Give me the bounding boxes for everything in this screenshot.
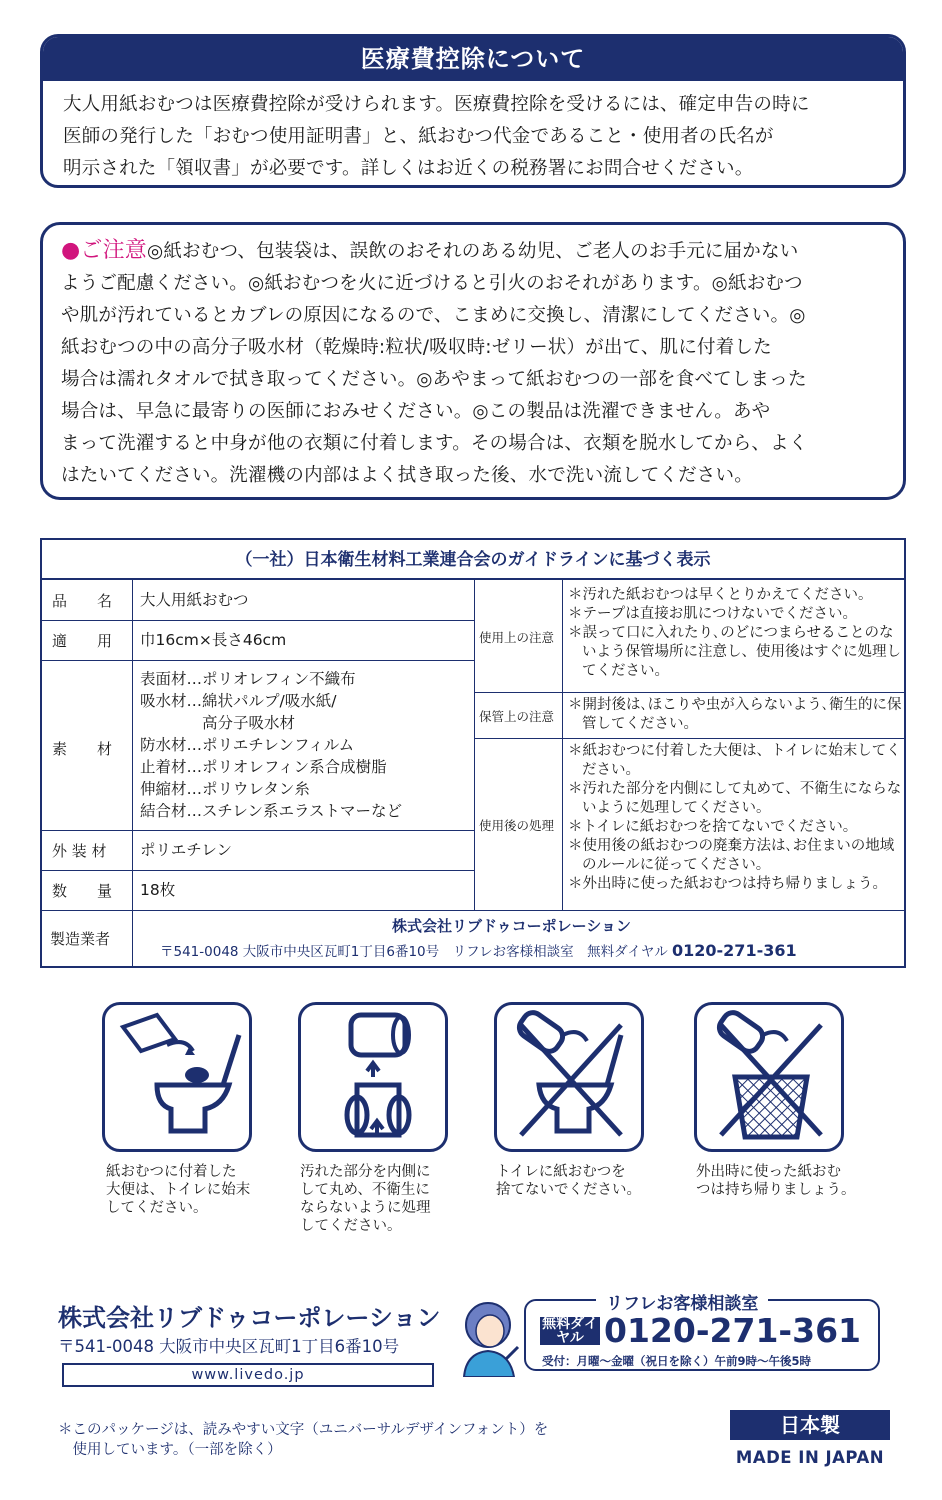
material-item: 吸水材…綿状パルプ/吸水紙/ [140, 692, 337, 710]
caution-line: や肌が汚れているとカブレの原因になるので、こまめに交換し、清潔にしてください。◎ [61, 305, 806, 326]
storage-notes [568, 696, 902, 734]
customer-service-panel [446, 1289, 882, 1377]
caption-line: 外出時に使った紙おむ [696, 1164, 841, 1180]
material-label: 素 材 [52, 740, 113, 758]
caption-line: 紙おむつに付着した [106, 1164, 237, 1180]
storage-label: 保管上の注意 [479, 709, 555, 724]
product-value: 大人用紙おむつ [140, 591, 249, 609]
disposal-label: 使用後の処理 [479, 818, 555, 833]
roll-up-diaper-icon [298, 1002, 448, 1152]
product-label: 品 名 [52, 592, 113, 610]
maker-company: 株式会社リブドゥコーポレーション [392, 917, 632, 935]
caution-line: 場合は、早急に最寄りの医師におみせください。◎この製品は洗濯できません。あや [61, 401, 771, 422]
icon-caption [106, 1163, 250, 1217]
material-item: 防水材…ポリエチレンフィルム [140, 736, 355, 754]
medical-deduction-text [43, 81, 903, 185]
guideline-table [40, 538, 906, 968]
use-note: ＊汚れた紙おむつは早くとりかえてください。 [568, 587, 873, 603]
material-item: 表面材…ポリオレフィン不織布 [140, 670, 356, 688]
icon-caption [300, 1163, 431, 1235]
website-link[interactable]: www.livedo.jp [62, 1363, 434, 1387]
caption-line: してください。 [106, 1200, 208, 1216]
caution-line: 場合は濡れタオルで拭き取ってください。◎あやまって紙おむつの一部を食べてしまった [61, 369, 807, 390]
qty-value: 18枚 [140, 881, 176, 899]
operator-avatar-icon [452, 1289, 524, 1377]
stool-into-toilet-icon [102, 1002, 252, 1152]
qty-label: 数 量 [52, 882, 113, 900]
disposal-note: ＊紙おむつに付着した大便は、トイレに始末してください。 [568, 743, 901, 778]
icon-caption [496, 1163, 641, 1199]
company-name: 株式会社リブドゥコーポレーション [58, 1304, 441, 1332]
caption-line: 捨てないでください。 [496, 1182, 641, 1198]
caution-box [40, 222, 906, 500]
use-label: 使用上の注意 [479, 630, 555, 645]
maker-address [160, 940, 797, 960]
maker-tel: 0120-271-361 [672, 941, 797, 960]
no-diaper-in-public-bin-icon [694, 1002, 844, 1152]
outer-value: ポリエチレン [140, 841, 232, 859]
caution-line: ようご配慮ください。◎紙おむつを火に近づけると引火のおそれがあります。◎紙おむつ [61, 273, 803, 294]
disposal-note: ＊トイレに紙おむつを捨てないでください。 [568, 819, 858, 835]
disposal-note: ＊外出時に使った紙おむつは持ち帰りましょう。 [568, 876, 887, 892]
caption-line: つは持ち帰りましょう。 [696, 1182, 856, 1198]
caption-line: 大便は、トイレに始末 [106, 1182, 251, 1198]
no-diaper-in-toilet-icon [494, 1002, 644, 1152]
material-item: 止着材…ポリオレフィン系合成樹脂 [140, 758, 387, 776]
caution-line: ◎紙おむつ、包装袋は、誤飲のおそれのある幼児、ご老人のお手元に届かない [147, 241, 799, 262]
medical-deduction-title: 医療費控除について [43, 37, 903, 81]
cs-title: リフレお客様相談室 [596, 1289, 768, 1314]
maker-address-text: 〒541-0048 大阪市中央区瓦町1丁目6番10号 リフレお客様相談室 無料ダイヤル [160, 944, 668, 960]
caption-line: してください。 [300, 1218, 402, 1234]
fit-label: 適 用 [52, 632, 113, 650]
storage-note: ＊開封後は､ほこりや虫が入らないよう､衛生的に保管してください。 [568, 697, 902, 732]
footnote [58, 1420, 548, 1460]
free-dial-badge: 無料ダイヤル [540, 1317, 600, 1345]
caption-line: して丸め、不衛生に [300, 1182, 430, 1198]
disposal-note: ＊汚れた部分を内側にして丸めて、不衛生にならないように処理してください。 [568, 781, 902, 816]
company-address: 〒541-0048 大阪市中央区瓦町1丁目6番10号 [58, 1337, 400, 1356]
maker-label: 製造業者 [50, 930, 111, 948]
footnote-line: 使用しています。（一部を除く） [58, 1442, 282, 1458]
cs-hours: 受付：月曜～金曜（祝日を除く）午前9時～午後5時 [542, 1354, 812, 1368]
material-item: 高分子吸水材 [140, 714, 296, 732]
medical-deduction-line: 明示された「領収書」が必要です。詳しくはお近くの税務署にお問合せください。 [63, 158, 754, 179]
disposal-notes [568, 742, 902, 894]
caption-line: 汚れた部分を内側に [300, 1164, 431, 1180]
caution-label: ●ご注意 [61, 238, 147, 263]
footnote-line: ＊このパッケージは、読みやすい文字（ユニバーサルデザインフォント）を [58, 1422, 549, 1438]
caution-line: まって洗濯すると中身が他の衣類に付着します。その場合は、衣類を脱水してから、よく [61, 433, 808, 454]
material-list [140, 668, 402, 822]
medical-deduction-line: 医師の発行した「おむつ使用証明書」と、紙おむつ代金であること・使用者の氏名が [63, 126, 774, 147]
made-in-japan-badge: 日本製 [730, 1410, 890, 1440]
caption-line: ならないように処理 [300, 1200, 431, 1216]
use-notes [568, 586, 902, 681]
table-title: （一社）日本衛生材料工業連合会のガイドラインに基づく表示 [42, 540, 904, 580]
use-note: ＊誤って口に入れたり､のどにつまらせることのないよう保管場所に注意し、使用後はすぐに処理してください。 [568, 625, 901, 679]
use-note: ＊テープは直接お肌につけないでください。 [568, 606, 857, 622]
material-item: 伸縮材…ポリウレタン糸 [140, 780, 310, 798]
caution-line: はたいてください。洗濯機の内部はよく拭き取った後、水で洗い流してください。 [61, 465, 753, 486]
medical-deduction-line: 大人用紙おむつは医療費控除が受けられます。医療費控除を受けるには、確定申告の時に [63, 94, 810, 115]
outer-label: 外 装 材 [52, 842, 107, 860]
icon-caption [696, 1163, 856, 1199]
material-item: 結合材…スチレン系エラストマーなど [140, 802, 403, 820]
medical-deduction-box [40, 34, 906, 188]
caution-line: 紙おむつの中の高分子吸水材（乾燥時:粒状/吸収時:ゼリー状）が出て、肌に付着した [61, 337, 772, 358]
cs-tel[interactable]: 0120-271-361 [604, 1311, 862, 1350]
caption-line: トイレに紙おむつを [496, 1164, 626, 1180]
disposal-note: ＊使用後の紙おむつの廃棄方法は､お住まいの地域のルールに従ってください。 [568, 838, 895, 873]
fit-value: 巾16cm×長さ46cm [140, 631, 287, 649]
made-in-japan-text: MADE IN JAPAN [735, 1448, 885, 1467]
